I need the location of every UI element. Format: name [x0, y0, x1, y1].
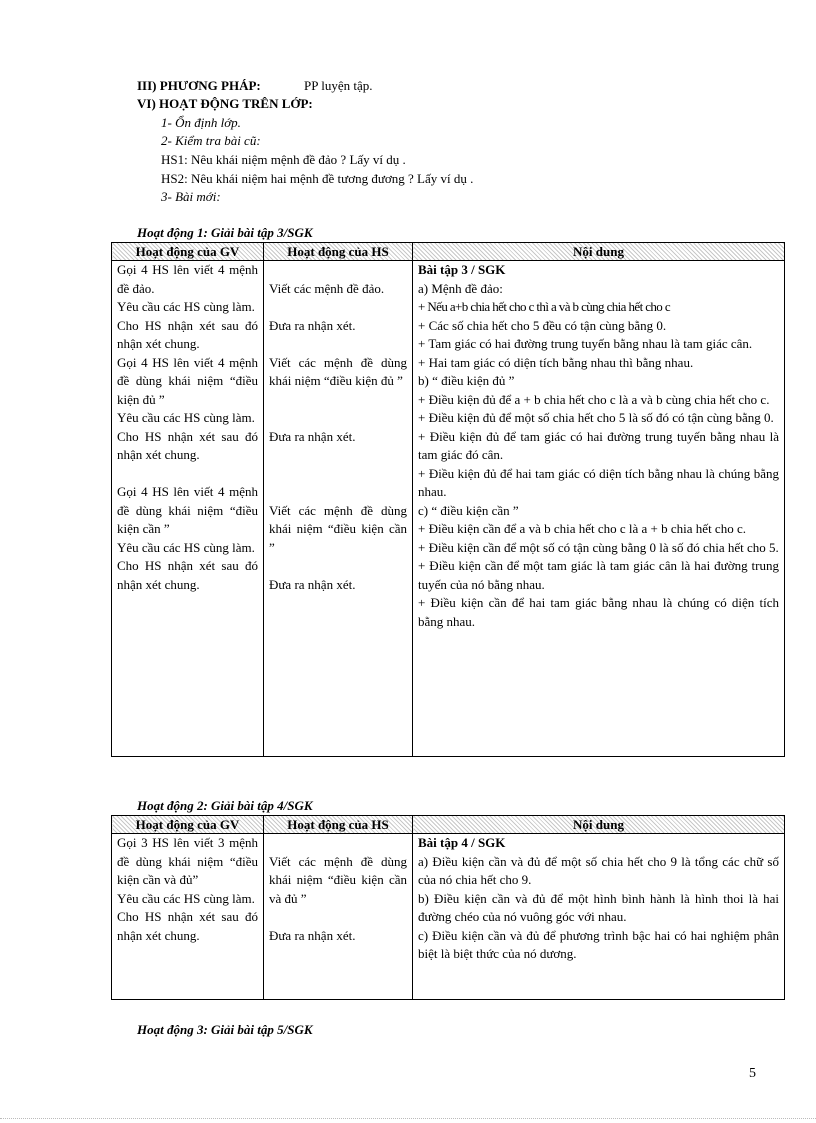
gv-line: Gọi 4 HS lên viết 4 mệnh đề đảo. — [117, 262, 258, 296]
gv-line: Gọi 4 HS lên viết 4 mệnh đề dùng khái niệm “điều kiện đủ ” — [117, 354, 258, 407]
hs-line: Viết các mệnh đề dùng khái niệm “điều kiện đủ ” — [269, 354, 407, 388]
activity2-gv-cell — [112, 834, 264, 1000]
gv-line: Gọi 3 HS lên viết 3 mệnh đề dùng khái niệm “điều kiện cần và đủ” — [117, 835, 258, 887]
header-gv: Hoạt động của GV — [112, 816, 264, 834]
hs-line: Viết các mệnh đề dùng khái niệm “điều kiện cần và đủ ” — [269, 853, 407, 906]
content-line: + Điều kiện đủ để tam giác có hai đường trung tuyến bằng nhau là tam giác đó cân. — [418, 428, 779, 462]
step-2: 2- Kiểm tra bài cũ: — [161, 133, 261, 148]
hs-line: Đưa ra nhận xét. — [269, 317, 356, 333]
header-hs: Hoạt động của HS — [264, 243, 413, 261]
activity1-gv-cell — [112, 261, 264, 757]
hs-line: Viết các mệnh đề dùng khái niệm “điều kiện cần ” — [269, 502, 407, 555]
content-line: a) Mệnh đề đảo: — [418, 280, 503, 296]
content-line: a) Điều kiện cần và đủ để một số chia hết cho 9 là tổng các chữ số của nó chia hết cho 9. — [418, 853, 779, 887]
gv-line: Cho HS nhận xét sau đó nhận xét chung. — [117, 428, 258, 462]
header-hs: Hoạt động của HS — [264, 816, 413, 834]
exercise-4-title: Bài tập 4 / SGK — [418, 835, 506, 850]
step-3: 3- Bài mới: — [161, 189, 221, 204]
content-line: + Điều kiện đủ để a + b chia hết cho c là a và b cùng chia hết cho c. — [418, 391, 770, 407]
hs-line: Viết các mệnh đề đảo. — [269, 280, 385, 296]
exercise-3-title: Bài tập 3 / SGK — [418, 262, 506, 277]
page-number: 5 — [749, 1066, 756, 1081]
gv-line: Yêu cầu các HS cùng làm. — [117, 539, 255, 555]
activity1-hs-cell — [264, 261, 413, 757]
content-line: + Hai tam giác có diện tích bằng nhau thì bằng nhau. — [418, 354, 694, 370]
content-line: + Điều kiện cần để một tam giác là tam giác cân là hai đường trung tuyến của nó bằng nhau. — [418, 558, 779, 592]
content-line: c) Điều kiện cần và đủ để phương trình bậc hai có hai nghiệm phân biệt là biệt thức của nó dương. — [418, 927, 779, 961]
content-line: b) “ điều kiện đủ ” — [418, 373, 515, 388]
activity1-content-cell — [413, 261, 785, 757]
content-line: + Điều kiện đủ để một số chia hết cho 5 là số đó có tận cùng bằng 0. — [418, 410, 774, 425]
activity1-title: Hoạt động 1: Giải bài tập 3/SGK — [137, 225, 313, 240]
activity2-table — [111, 815, 785, 1000]
content-line: + Điều kiện cần để một số có tận cùng bằng 0 là số đó chia hết cho 5. — [418, 539, 779, 555]
method-value: PP luyện tập. — [303, 78, 373, 93]
gv-line: Cho HS nhận xét sau đó nhận xét chung. — [117, 909, 258, 943]
content-line: + Điều kiện cần để a và b chia hết cho c là a + b chia hết cho c. — [418, 521, 746, 536]
header-content: Nội dung — [413, 243, 785, 261]
hs2-question: HS2: Nêu khái niệm hai mệnh đề tương đương ? Lấy ví dụ . — [161, 171, 474, 186]
content-line: + Điều kiện cần để hai tam giác bằng nhau là chúng có diện tích bằng nhau. — [418, 595, 779, 629]
method-line — [137, 77, 372, 95]
hs-line: Đưa ra nhận xét. — [269, 576, 356, 592]
content-line: b) Điều kiện cần và đủ để một hình bình hành là hình thoi là hai đường chéo của nó vuông góc với nhau. — [418, 890, 779, 924]
activity1-table — [111, 242, 785, 757]
hs-line: Đưa ra nhận xét. — [269, 927, 356, 943]
gv-line: Yêu cầu các HS cùng làm. — [117, 890, 255, 906]
gv-line: Gọi 4 HS lên viết 4 mệnh đề dùng khái niệm “điều kiện cần ” — [117, 484, 258, 536]
page-footer-rule — [0, 1118, 816, 1119]
content-line: + Điều kiện đủ để hai tam giác có diện tích bằng nhau là chúng bằng nhau. — [418, 465, 779, 499]
gv-line: Cho HS nhận xét sau đó nhận xét chung. — [117, 317, 258, 351]
content-line: c) “ điều kiện cần ” — [418, 502, 519, 518]
activities-title: VI) HOẠT ĐỘNG TRÊN LỚP: — [137, 96, 313, 111]
activity2-hs-cell — [264, 834, 413, 1000]
gv-line: Cho HS nhận xét sau đó nhận xét chung. — [117, 558, 258, 592]
activity2-title: Hoạt động 2: Giải bài tập 4/SGK — [137, 798, 313, 813]
content-line: + Nếu a+b chia hết cho c thì a và b cùng chia hết cho c — [418, 299, 671, 314]
hs1-question: HS1: Nêu khái niệm mệnh đề đảo ? Lấy ví dụ . — [161, 152, 406, 167]
gv-line: Yêu cầu các HS cùng làm. — [117, 299, 255, 314]
hs-line: Đưa ra nhận xét. — [269, 428, 356, 444]
method-label: III) PHƯƠNG PHÁP: — [137, 78, 261, 93]
content-line: + Các số chia hết cho 5 đều có tận cùng bằng 0. — [418, 317, 667, 333]
gv-line: Yêu cầu các HS cùng làm. — [117, 410, 255, 425]
step-1: 1- Ổn định lớp. — [161, 115, 241, 130]
header-content: Nội dung — [413, 816, 785, 834]
content-line: + Tam giác có hai đường trung tuyến bằng nhau là tam giác cân. — [418, 336, 753, 351]
header-gv: Hoạt động của GV — [112, 243, 264, 261]
activity2-content-cell — [413, 834, 785, 1000]
activity3-title: Hoạt động 3: Giải bài tập 5/SGK — [137, 1022, 313, 1037]
